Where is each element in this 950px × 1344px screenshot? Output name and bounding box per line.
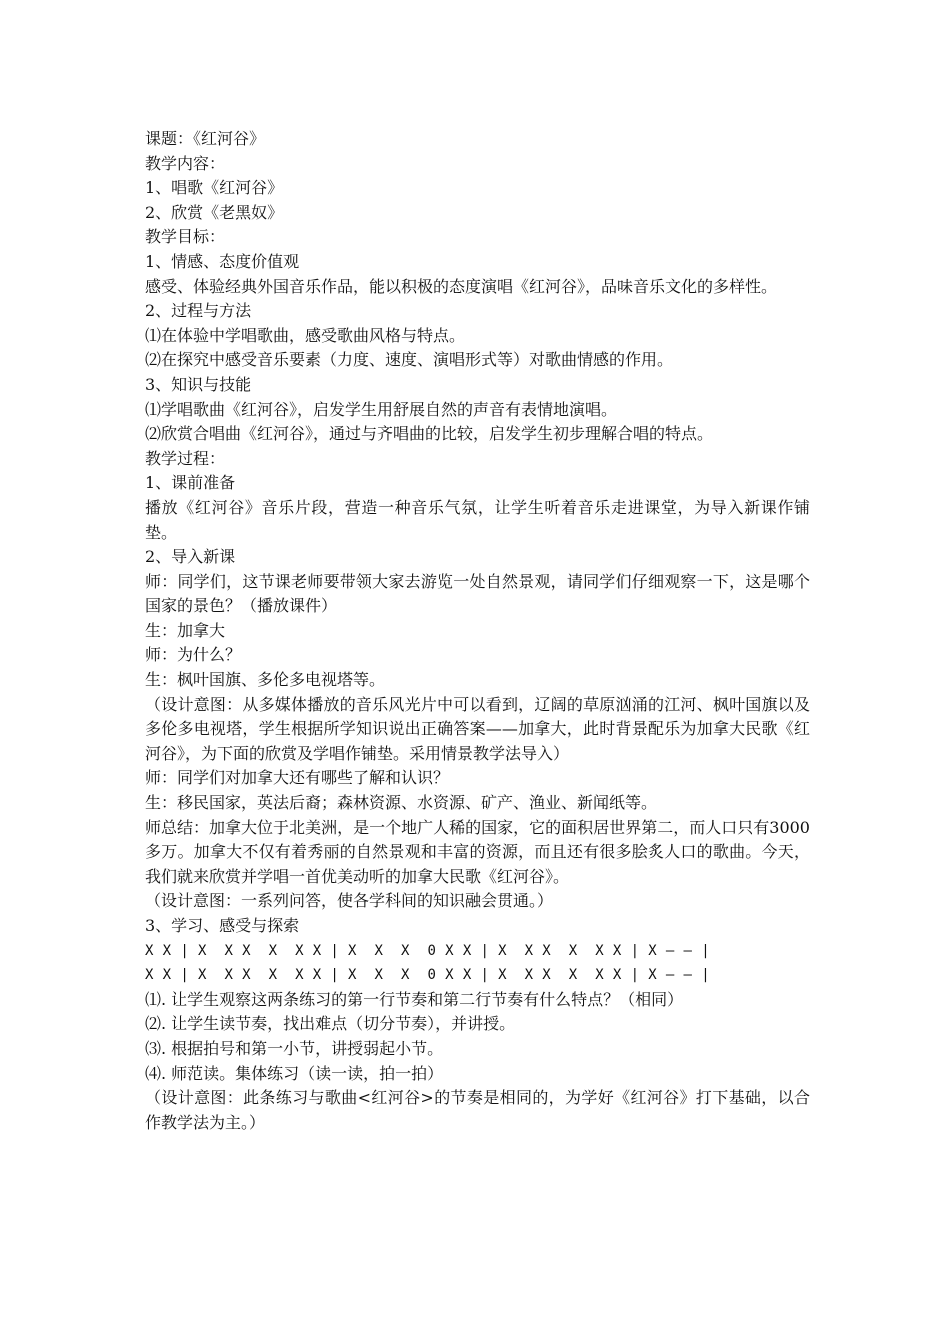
step3-item: ⑴. 让学生观察这两条练习的第一行节奏和第二行节奏有什么特点？（相同） bbox=[145, 989, 684, 1009]
dialog-line: 师：同学们对加拿大还有哪些了解和认识？ bbox=[145, 768, 450, 788]
step3-heading: 3、学习、感受与探索 bbox=[145, 916, 300, 935]
step3-item: ⑵. 让学生读节奏，找出难点（切分节奏），并讲授。 bbox=[145, 1014, 516, 1034]
teacher-summary: 师总结：加拿大位于北美洲，是一个地广人稀的国家，它的面积居世界第二，而人口只有3000多万。加拿大不仅有着秀丽的自然景观和丰富的资源，而且还有很多脍炙人口的歌曲。今天，我们就来欣赏并学唱一首优美动听的加拿大民歌《红河谷》。 bbox=[145, 817, 810, 886]
step3-item: ⑷. 师范读。集体练习（读一读，拍一拍） bbox=[145, 1063, 444, 1083]
goal2-heading: 2、过程与方法 bbox=[145, 301, 252, 321]
design-note: （设计意图：一系列问答，使各学科间的知识融会贯通。） bbox=[145, 891, 554, 911]
goals-heading: 教学目标： bbox=[145, 227, 226, 247]
dialog-line: 生：加拿大 bbox=[145, 620, 226, 640]
lesson-title: 课题：《红河谷》 bbox=[145, 129, 266, 148]
dialog-line: 师：同学们，这节课老师要带领大家去游览一处自然景观，请同学们仔细观察一下，这是哪个国家的景色？（播放课件） bbox=[145, 571, 810, 616]
content-item: 2、欣赏《老黑奴》 bbox=[145, 202, 284, 222]
goal2-item: ⑴在体验中学唱歌曲，感受歌曲风格与特点。 bbox=[145, 325, 466, 345]
content-item: 1、唱歌《红河谷》 bbox=[145, 178, 284, 198]
content-heading: 教学内容： bbox=[145, 153, 226, 173]
design-note: （设计意图：此条练习与歌曲<红河谷>的节奏是相同的，为学好《红河谷》打下基础，以合作教学法为主。） bbox=[145, 1088, 810, 1132]
document-body bbox=[145, 127, 810, 1135]
step3-item: ⑶. 根据拍号和第一小节，讲授弱起小节。 bbox=[145, 1038, 444, 1058]
step1-text: 播放《红河谷》音乐片段，营造一种音乐气氛，让学生听着音乐走进课堂，为导入新课作铺垫。 bbox=[145, 497, 810, 542]
goal3-item: ⑵欣赏合唱曲《红河谷》，通过与齐唱曲的比较，启发学生初步理解合唱的特点。 bbox=[145, 424, 714, 444]
rhythm-line: X X | X X X X X X | X X X 0 X X | X X X X X X | X — — | bbox=[145, 967, 711, 984]
design-note: （设计意图：从多媒体播放的音乐风光片中可以看到，辽阔的草原汹涌的江河、枫叶国旗以及多伦多电视塔，学生根据所学知识说出正确答案——加拿大，此时背景配乐为加拿大民歌《红河谷》，为下面的欣赏及学唱作铺垫。采用情景教学法导入） bbox=[145, 694, 810, 763]
step1-heading: 1、课前准备 bbox=[145, 473, 236, 493]
process-heading: 教学过程： bbox=[145, 448, 226, 468]
goal1-text: 感受、体验经典外国音乐作品，能以积极的态度演唱《红河谷》，品味音乐文化的多样性。 bbox=[145, 276, 778, 296]
goal2-item: ⑵在探究中感受音乐要素（力度、速度、演唱形式等）对歌曲情感的作用。 bbox=[145, 350, 674, 370]
dialog-line: 生：移民国家，英法后裔；森林资源、水资源、矿产、渔业、新闻纸等。 bbox=[145, 793, 658, 813]
goal3-heading: 3、知识与技能 bbox=[145, 374, 252, 394]
step2-heading: 2、导入新课 bbox=[145, 547, 236, 567]
goal1-heading: 1、情感、态度价值观 bbox=[145, 251, 300, 271]
goal3-item: ⑴学唱歌曲《红河谷》，启发学生用舒展自然的声音有表情地演唱。 bbox=[145, 399, 618, 419]
dialog-line: 师：为什么？ bbox=[145, 645, 242, 665]
rhythm-line: X X | X X X X X X | X X X 0 X X | X X X X X X | X — — | bbox=[145, 942, 711, 959]
dialog-line: 生：枫叶国旗、多伦多电视塔等。 bbox=[145, 670, 386, 690]
